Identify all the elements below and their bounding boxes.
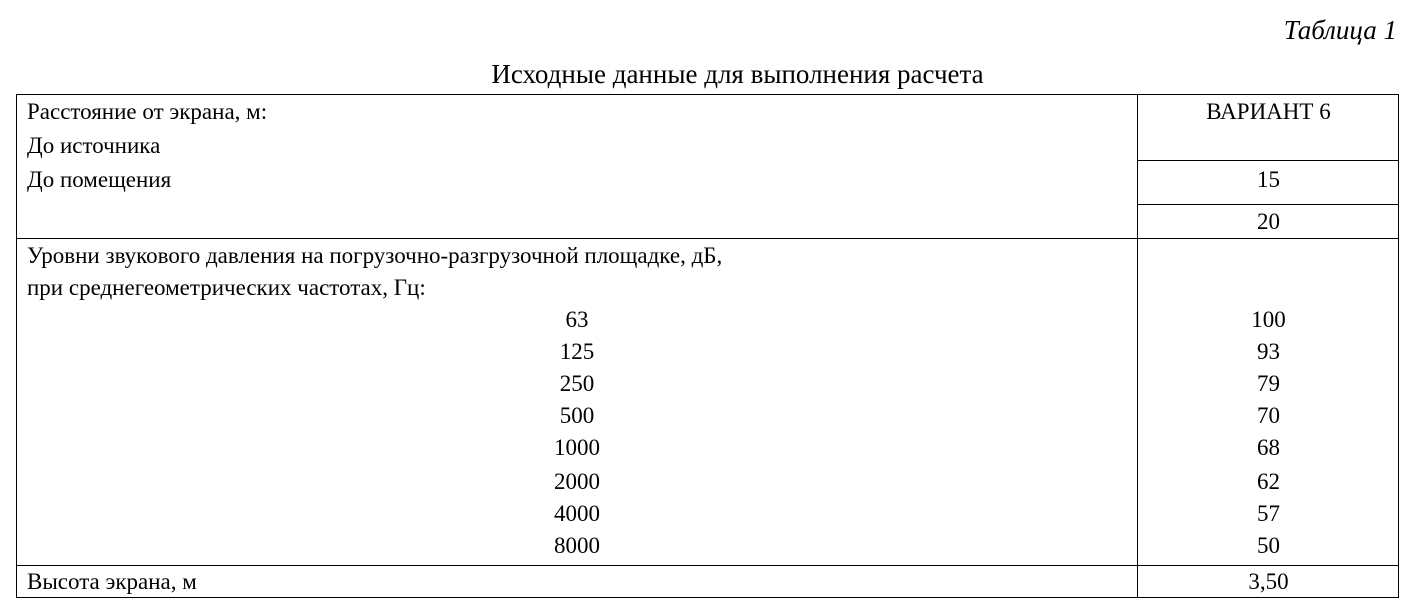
frequency-cell: 63 (565, 307, 589, 332)
frequency-cell: 1000 (554, 435, 600, 460)
level-cell: 57 (1257, 501, 1280, 526)
section-separator-1 (16, 238, 1399, 239)
level-cell: 70 (1257, 403, 1280, 428)
levels-heading-line2: при среднегеометрических частотах, Гц: (27, 275, 426, 300)
height-value: 3,50 (1248, 569, 1289, 594)
distance-heading: Расстояние от экрана, м: (27, 99, 268, 124)
frequency-cell: 250 (559, 371, 595, 396)
value-separator-1 (1137, 160, 1399, 161)
frequency-cell: 2000 (554, 469, 600, 494)
level-cell: 68 (1257, 435, 1280, 460)
frequency-cell: 125 (559, 339, 595, 364)
column-divider (1137, 94, 1138, 598)
table-caption: Таблица 1 (1283, 15, 1397, 45)
level-cell: 100 (1251, 307, 1286, 332)
room-value: 20 (1257, 209, 1280, 234)
room-label: До помещения (27, 167, 172, 192)
source-label: До источника (27, 133, 161, 158)
level-cell: 79 (1257, 371, 1280, 396)
value-separator-2 (1137, 204, 1399, 205)
variant-label: ВАРИАНТ 6 (1206, 99, 1331, 124)
levels-heading-line1: Уровни звукового давления на погрузочно-разгрузочной площадке, дБ, (27, 243, 723, 268)
level-cell: 50 (1257, 533, 1280, 558)
frequency-cell: 8000 (554, 533, 600, 558)
frequency-cell: 4000 (554, 501, 600, 526)
source-value: 15 (1257, 167, 1280, 192)
frequency-cell: 500 (559, 403, 595, 428)
table-title: Исходные данные для выполнения расчета (491, 59, 984, 89)
level-cell: 62 (1257, 469, 1280, 494)
height-label: Высота экрана, м (27, 569, 197, 594)
level-cell: 93 (1257, 339, 1280, 364)
